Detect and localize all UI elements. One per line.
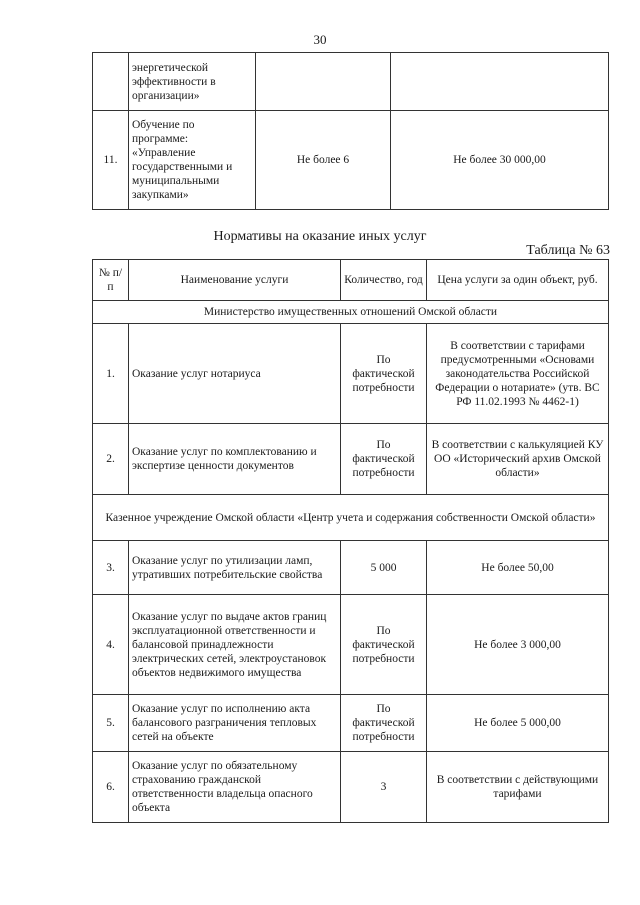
quantity: 3: [341, 752, 427, 823]
price: Не более 5 000,00: [427, 695, 609, 752]
group-row: [93, 495, 609, 541]
row-number: 4.: [93, 595, 129, 695]
service-name: Оказание услуг по исполнению акта балансового разграничения тепловых сетей на объекте: [129, 695, 341, 752]
table-row: [93, 111, 609, 210]
table-row: [93, 752, 609, 823]
row-number: 2.: [93, 424, 129, 495]
table-row: [93, 424, 609, 495]
page-number: 30: [313, 32, 327, 47]
top-table: [92, 52, 609, 210]
service-name: Оказание услуг по утилизации ламп, утративших потребительские свойства: [129, 541, 341, 595]
table-row: [93, 324, 609, 424]
price: [391, 53, 609, 111]
service-name: Обучение по программе: «Управление государственными и муниципальными закупками»: [129, 111, 256, 210]
table-row: [93, 53, 609, 111]
price: Не более 30 000,00: [391, 111, 609, 210]
price: Не более 50,00: [427, 541, 609, 595]
table-label: Таблица № 63: [526, 243, 610, 258]
row-number: 3.: [93, 541, 129, 595]
table-row: [93, 595, 609, 695]
quantity: [256, 53, 391, 111]
header-qty: Количество, год: [341, 260, 427, 301]
price: В соответствии с тарифами предусмотренными «Основами законодательства Российской Федерации о нотариате» (утв. ВС РФ 11.02.1993 № 4462-1): [427, 324, 609, 424]
quantity: По фактической потребности: [341, 424, 427, 495]
row-number: 5.: [93, 695, 129, 752]
service-name: Оказание услуг по выдаче актов границ эксплуатационной ответственности и балансовой принадлежности электрических сетей, электроустановок объектов недвижимого имущества: [129, 595, 341, 695]
row-number: 11.: [93, 111, 129, 210]
service-name: Оказание услуг по обязательному страхованию гражданской ответственности владельца опасного объекта: [129, 752, 341, 823]
section-title: Нормативы на оказание иных услуг: [213, 229, 427, 244]
table-row: [93, 695, 609, 752]
row-number: 6.: [93, 752, 129, 823]
header-price: Цена услуги за один объект, руб.: [427, 260, 609, 301]
price: В соответствии с калькуляцией КУ ОО «Исторический архив Омской области»: [427, 424, 609, 495]
group-title: Казенное учреждение Омской области «Центр учета и содержания собственности Омской области»: [93, 495, 609, 541]
group-title: Министерство имущественных отношений Омской области: [93, 301, 609, 324]
table-row: [93, 541, 609, 595]
service-name: энергетической эффективности в организации»: [129, 53, 256, 111]
quantity: Не более 6: [256, 111, 391, 210]
header-num: № п/п: [93, 260, 129, 301]
quantity: По фактической потребности: [341, 695, 427, 752]
table-header-row: [93, 260, 609, 301]
services-table: [92, 259, 609, 823]
price: В соответствии с действующими тарифами: [427, 752, 609, 823]
quantity: 5 000: [341, 541, 427, 595]
service-name: Оказание услуг по комплектованию и экспертизе ценности документов: [129, 424, 341, 495]
row-number: 1.: [93, 324, 129, 424]
header-name: Наименование услуги: [129, 260, 341, 301]
service-name: Оказание услуг нотариуса: [129, 324, 341, 424]
group-row: [93, 301, 609, 324]
quantity: По фактической потребности: [341, 324, 427, 424]
price: Не более 3 000,00: [427, 595, 609, 695]
row-number: [93, 53, 129, 111]
quantity: По фактической потребности: [341, 595, 427, 695]
